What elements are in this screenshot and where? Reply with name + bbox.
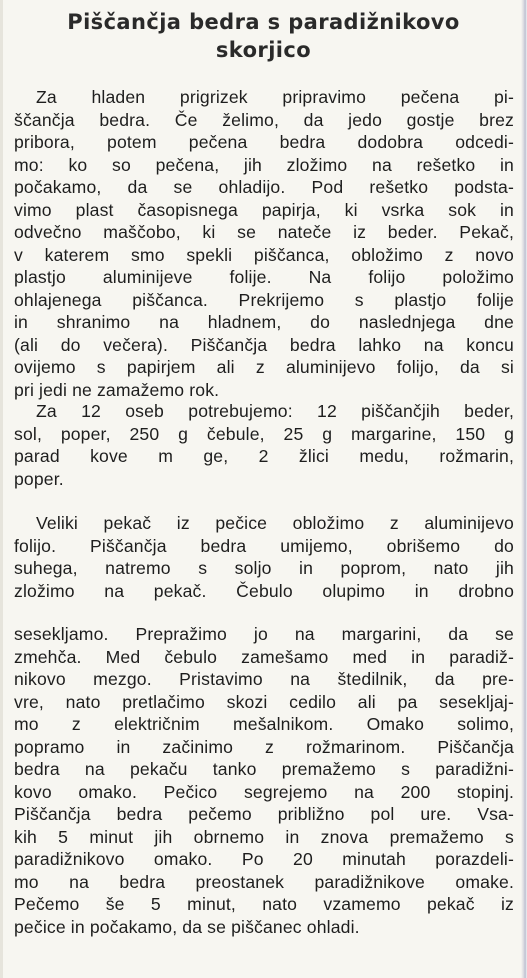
- text-line: mo z električnim mešalnikom. Omako solimo,: [14, 714, 514, 734]
- text-line: sesekljamo. Prepražimo jo na margarini, da se: [14, 624, 514, 644]
- text-line: v katerem smo spekli piščanca, obložimo z novo: [14, 244, 514, 265]
- text-line: zmehča. Med čebulo zamešamo med in paradiž-: [14, 646, 514, 667]
- text-line: vimo plast časopisnega papirja, ki vsrka sok in: [14, 199, 514, 220]
- text-line: plastjo aluminijeve folije. Na folijo položimo: [14, 267, 514, 287]
- text-line: suhega, natremo s soljo in poprom, nato jih: [14, 558, 514, 578]
- text-line: parad kove m ge, 2 žlici medu, rožmarin,: [14, 446, 514, 466]
- text-line: folijo. Piščančja bedra umijemo, obrišemo do: [14, 535, 514, 556]
- text-line: Za hladen prigrizek pripravimo pečena pi-: [36, 87, 514, 107]
- text-line: mo: ko so pečena, jih zložimo na rešetko in: [14, 154, 514, 175]
- text-line: ovijemo s papirjem ali z aluminijevo folijo, da si: [14, 357, 514, 377]
- text-line: in shranimo na hladnem, do naslednjega dne: [14, 312, 514, 332]
- article-title: [0, 8, 527, 64]
- text-line: pribora, potem pečena bedra dodobra odcedi-: [14, 132, 514, 152]
- paragraph-ingredients: [14, 400, 514, 490]
- clipping-right-edge: [521, 0, 527, 978]
- text-line: ohlajenega piščanca. Prekrijemo s plastjo folije: [14, 289, 514, 310]
- text-line: sol, poper, 250 g čebule, 25 g margarine, 150 g: [14, 423, 514, 444]
- text-line: pečice in počakamo, da se piščanec ohladi.: [14, 916, 360, 937]
- paragraph-preparation-continued: [14, 623, 514, 938]
- text-line: pri jedi ne zamažemo rok.: [14, 379, 220, 400]
- text-line: bedra na pekaču tanko premažemo s paradižni-: [14, 759, 514, 779]
- text-line: nikovo mezgo. Pristavimo na štedilnik, da pre-: [14, 669, 514, 689]
- text-line: Piščančja bedra pečemo približno pol ure. Vsa-: [14, 804, 514, 824]
- text-line: (ali do večera). Piščančja bedra lahko na koncu: [14, 334, 514, 355]
- text-line: odvečno maščobo, ki se nateče iz beder. Pekač,: [14, 222, 514, 242]
- text-line: Veliki pekač iz pečice obložimo z aluminijevo: [36, 513, 514, 533]
- text-line: Pečemo še 5 minut, nato vzamemo pekač iz: [14, 894, 514, 914]
- text-line: paradižnikovo omako. Po 20 minutah porazdeli-: [14, 849, 514, 869]
- text-line: mo na bedra preostanek paradižnikove omake.: [14, 871, 514, 892]
- text-line: ščančja bedra. Če želimo, da jedo gostje brez: [14, 109, 514, 130]
- text-line: zložimo na pekač. Čebulo olupimo in drobno: [14, 580, 514, 601]
- text-line: kovo omako. Pečico segrejemo na 200 stopinj.: [14, 781, 514, 802]
- article-title-line: skorjico: [215, 38, 312, 62]
- text-line: počakamo, da se ohladijo. Pod rešetko podsta-: [14, 177, 514, 197]
- clipping-left-edge: [0, 0, 3, 978]
- paragraph-intro: [14, 86, 514, 401]
- text-line: vre, nato pretlačimo skozi cedilo ali pa sesekljaj-: [14, 691, 514, 712]
- text-line: kih 5 minut jih obrnemo in znova premažemo s: [14, 826, 514, 847]
- text-line: popramo in začinimo z rožmarinom. Piščančja: [14, 736, 514, 757]
- paragraph-preparation: [14, 512, 514, 602]
- text-line: poper.: [14, 468, 64, 489]
- text-line: Za 12 oseb potrebujemo: 12 piščančjih beder,: [36, 401, 514, 421]
- article-title-line: Piščančja bedra s paradižnikovo: [67, 10, 460, 34]
